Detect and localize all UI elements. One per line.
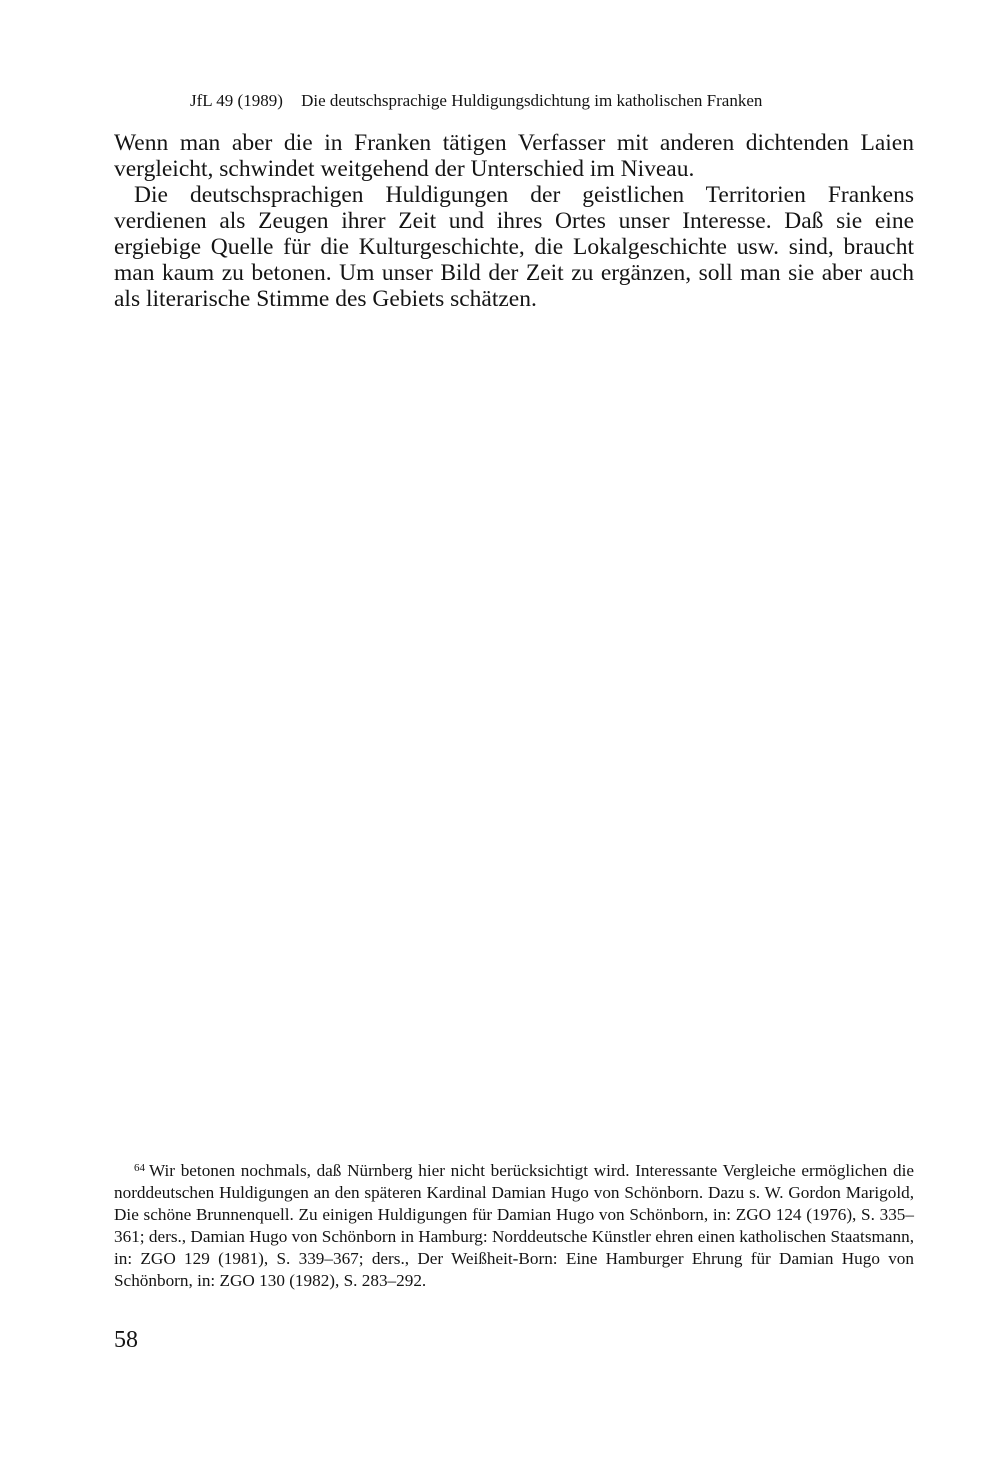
- footnote: [114, 1157, 914, 1292]
- paragraph: Die deutschsprachigen Huldigungen der geistlichen Territorien Frankens verdienen als Zeugen ihrer Zeit und ihres Ortes unser Interesse. Daß sie eine ergiebige Quelle für die Kulturgeschichte, die Lokalgeschichte usw. sind, braucht man kaum zu betonen. Um unser Bild der Zeit zu ergänzen, soll man sie aber auch als literarische Stimme des Gebiets schätzen.: [114, 182, 914, 312]
- footnotes: [114, 1157, 914, 1292]
- footnote-text: Wir betonen nochmals, daß Nürnberg hier nicht berücksichtigt wird. Interessante Vergleiche ermöglichen die norddeutschen Huldigungen an den späteren Kardinal Damian Hugo von Schönborn. Dazu s. W. Gordon Marigold, Die schöne Brunnenquell. Zu einigen Huldigungen für Damian Hugo von Schönborn, in: ZGO 124 (1976), S. 335–361; ders., Damian Hugo von Schönborn in Hamburg: Norddeutsche Künstler ehren einen katholischen Staatsmann, in: ZGO 129 (1981), S. 339–367; ders., Der Weißheit-Born: Eine Hamburger Ehrung für Damian Hugo von Schönborn, in: ZGO 130 (1982), S. 283–292.: [114, 1161, 914, 1290]
- paragraph: Wenn man aber die in Franken tätigen Verfasser mit anderen dichtenden Laien vergleicht, schwindet weitgehend der Unterschied im Niveau.: [114, 130, 914, 182]
- footnote-number: 64: [134, 1162, 145, 1174]
- article-title: Die deutschsprachige Huldigungsdichtung im katholischen Franken: [301, 91, 763, 110]
- running-header: [190, 90, 910, 112]
- body-text: [114, 130, 914, 312]
- journal-citation: JfL 49 (1989): [190, 91, 283, 110]
- page-number: 58: [114, 1327, 138, 1353]
